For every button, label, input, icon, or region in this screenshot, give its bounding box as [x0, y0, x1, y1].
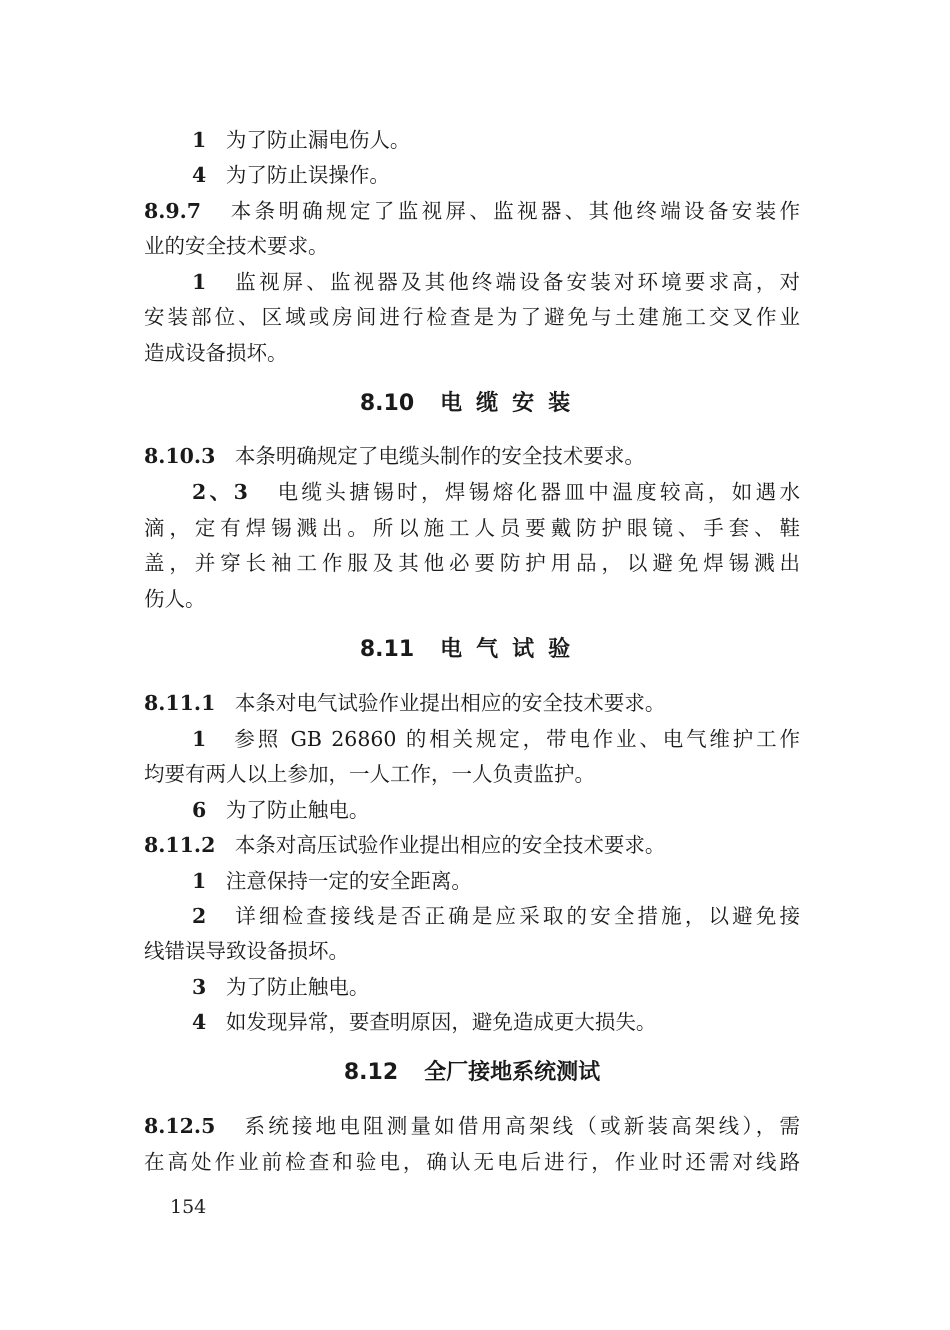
item-text: 为了防止触电。 — [225, 798, 370, 822]
text-line — [144, 545, 800, 581]
section-number: 8.12 — [343, 1060, 399, 1085]
section-number: 8.10 — [359, 391, 415, 416]
clause-number: 8.9.7 — [144, 199, 202, 223]
item-number: 3 — [192, 975, 207, 999]
item-line — [192, 157, 800, 193]
item-text: 为了防止误操作。 — [225, 163, 390, 187]
section-number: 8.11 — [359, 637, 415, 662]
clause-number: 8.11.2 — [144, 833, 216, 857]
item-number: 2 — [192, 904, 207, 928]
item-number: 4 — [192, 1010, 207, 1034]
clause-text: 本条对电气试验作业提出相应的安全技术要求。 — [234, 691, 666, 715]
page-number: 154 — [170, 1196, 207, 1218]
item-line — [192, 264, 800, 300]
item-line — [192, 898, 800, 934]
item-text: 为了防止漏电伤人。 — [225, 128, 411, 152]
item-text: 监视屏、监视器及其他终端设备安装对环境要求高，对 — [235, 270, 800, 294]
item-text: 注意保持一定的安全距离。 — [225, 869, 472, 893]
clause-line — [144, 438, 800, 474]
item-number: 1 — [192, 270, 207, 294]
text-line — [144, 581, 800, 617]
clause-line — [144, 1108, 800, 1144]
item-number: 1 — [192, 128, 207, 152]
clause-text: 本条明确规定了监视屏、监视器、其他终端设备安装作 — [230, 199, 800, 223]
line-text: 均要有两人以上参加，一人工作，一人负责监护。 — [144, 762, 595, 786]
section-heading — [144, 632, 800, 668]
text-line — [144, 510, 800, 546]
item-number: 6 — [192, 798, 207, 822]
item-line — [192, 1004, 800, 1040]
item-line — [192, 863, 800, 899]
clause-line — [144, 685, 800, 721]
clause-number: 8.11.1 — [144, 691, 216, 715]
section-heading — [144, 1055, 800, 1091]
item-line — [192, 122, 800, 158]
item-line — [192, 721, 800, 757]
item-line — [192, 969, 800, 1005]
item-text: 为了防止触电。 — [225, 975, 370, 999]
section-title: 电气试验 — [440, 637, 585, 662]
text-line — [144, 335, 800, 371]
section-title: 电缆安装 — [440, 391, 585, 416]
clause-text: 本条明确规定了电缆头制作的安全技术要求。 — [234, 444, 645, 468]
line-text: 伤人。 — [144, 587, 206, 611]
line-text: 业的安全技术要求。 — [144, 234, 329, 258]
text-line — [144, 933, 800, 969]
item-text: 如发现异常，要查明原因，避免造成更大损失。 — [225, 1010, 657, 1034]
clause-line — [144, 193, 800, 229]
clause-number: 8.10.3 — [144, 444, 216, 468]
text-line — [144, 756, 800, 792]
section-title: 全厂接地系统测试 — [424, 1060, 601, 1085]
text-line — [144, 228, 800, 264]
item-line — [192, 474, 800, 510]
item-text: 电缆头搪锡时，焊锡熔化器皿中温度较高，如遇水 — [277, 480, 800, 504]
item-text: 参照 GB 26860 的相关规定，带电作业、电气维护工作 — [234, 727, 800, 751]
clause-line — [144, 827, 800, 863]
line-text: 滴，定有焊锡溅出。所以施工人员要戴防护眼镜、手套、鞋 — [144, 516, 800, 540]
clause-number: 8.12.5 — [144, 1114, 216, 1138]
item-number: 4 — [192, 163, 207, 187]
line-text: 在高处作业前检查和验电，确认无电后进行，作业时还需对线路 — [144, 1150, 800, 1174]
line-text: 线错误导致设备损坏。 — [144, 939, 349, 963]
item-text: 详细检查接线是否正确是应采取的安全措施，以避免接 — [235, 904, 800, 928]
line-text: 造成设备损坏。 — [144, 341, 288, 365]
item-number: 2、3 — [192, 480, 248, 504]
section-heading — [144, 386, 800, 422]
item-number: 1 — [192, 869, 207, 893]
clause-text: 本条对高压试验作业提出相应的安全技术要求。 — [234, 833, 666, 857]
item-line — [192, 792, 800, 828]
line-text: 盖，并穿长袖工作服及其他必要防护用品，以避免焊锡溅出 — [144, 551, 800, 575]
item-number: 1 — [192, 727, 207, 751]
text-line — [144, 299, 800, 335]
text-line — [144, 1144, 800, 1180]
line-text: 安装部位、区域或房间进行检查是为了避免与土建施工交叉作业 — [144, 305, 800, 329]
clause-text: 系统接地电阻测量如借用高架线（或新装高架线），需 — [244, 1114, 800, 1138]
